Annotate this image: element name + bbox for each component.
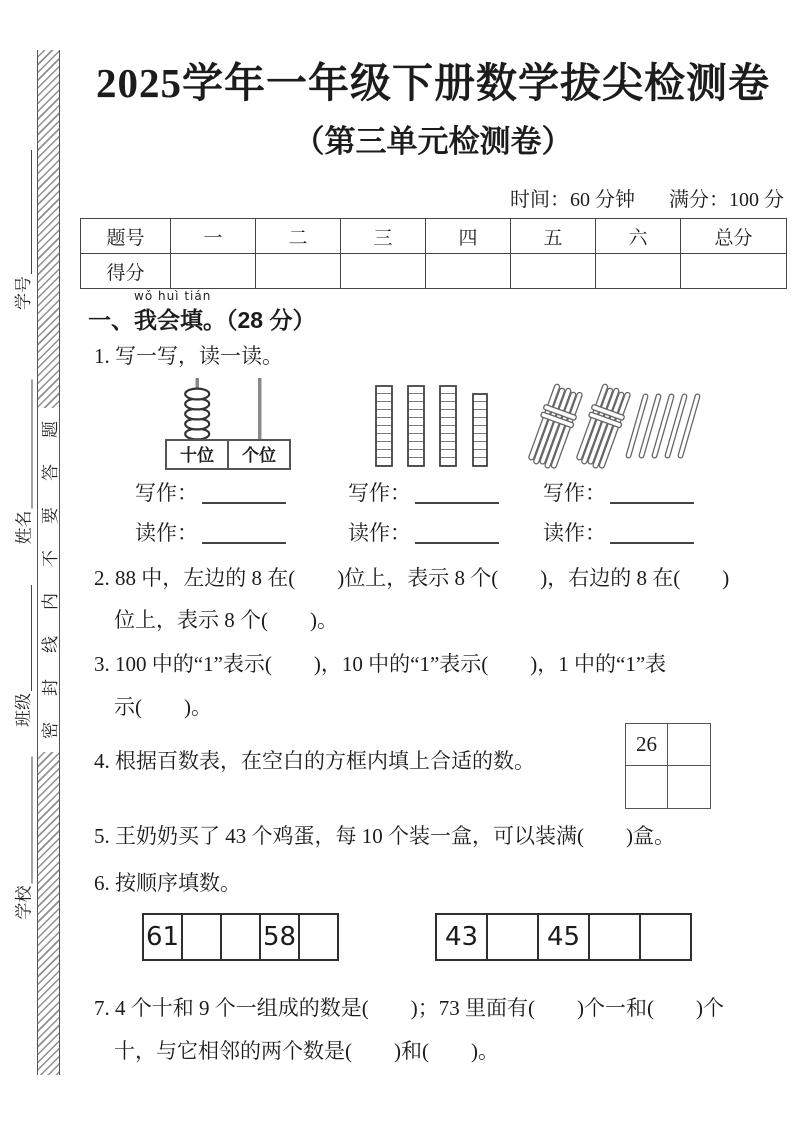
- header-question-number: 题号: [81, 219, 171, 254]
- sequence-cell: 45: [539, 915, 590, 959]
- sequence-cell: 43: [437, 915, 488, 959]
- seal-hatch-bottom: [38, 752, 59, 1075]
- seal-char: 封: [41, 679, 60, 696]
- paper-content: [80, 0, 786, 1122]
- question-5-text: 5. 王奶奶买了 43 个鸡蛋，每 10 个装一盒，可以装满( )盒。: [94, 824, 675, 848]
- class-label: 班级: [14, 693, 33, 727]
- section-1-heading: 一、我会填。（28 分）: [88, 307, 316, 333]
- sequence-cell: [590, 915, 641, 959]
- write-as-field-2: [348, 477, 499, 507]
- seal-char: 答: [41, 464, 60, 481]
- student-number-blank-line: [13, 150, 32, 274]
- question-2-line-2: 位上，表示 8 个( )。: [114, 608, 338, 632]
- header-section-3: 三: [341, 219, 426, 254]
- sequence-cell: 61: [144, 915, 183, 959]
- student-name-blank-line: [14, 380, 33, 509]
- school-field: [9, 757, 35, 920]
- write-as-label: 写作：: [543, 481, 606, 505]
- write-as-label: 写作：: [348, 481, 411, 505]
- score-table-score-row: [81, 254, 787, 289]
- abacus-ones-rod: [258, 378, 262, 440]
- stick-bundle-1: [525, 383, 585, 472]
- student-number-field: [8, 150, 34, 310]
- header-section-1: 一: [171, 219, 256, 254]
- student-name-label: 姓名: [14, 510, 34, 545]
- base-ten-blocks-image: [370, 378, 500, 470]
- answer-blank: [415, 481, 499, 504]
- read-as-label: 读作：: [135, 521, 198, 545]
- sequence-cell: [183, 915, 222, 959]
- score-cell: [341, 254, 426, 289]
- answer-blank: [415, 521, 499, 544]
- grid-cell: [668, 724, 710, 766]
- hundred-chart-fragment: [625, 723, 711, 809]
- score-cell: [171, 254, 256, 289]
- header-section-2: 二: [256, 219, 341, 254]
- answer-blank: [610, 521, 694, 544]
- sequence-cell: [641, 915, 690, 959]
- score-table-header-row: [81, 219, 787, 254]
- answer-blank: [610, 481, 694, 504]
- ones-place-label: 个位: [242, 446, 276, 465]
- write-as-field-3: [543, 477, 694, 507]
- seal-char: 题: [41, 421, 60, 438]
- write-as-label: 写作：: [135, 481, 198, 505]
- page-title: 2025学年一年级下册数学拔尖检测卷: [96, 60, 770, 106]
- answer-blank: [202, 481, 286, 504]
- single-sticks: [626, 394, 701, 459]
- write-as-field-1: [135, 477, 286, 507]
- score-cell: [511, 254, 596, 289]
- question-3-line-1: 3. 100 中的“1”表示( )，10 中的“1”表示( )，1 中的“1”表: [94, 652, 667, 676]
- stick-bundles-image: [525, 378, 703, 473]
- seal-char: 要: [41, 507, 60, 524]
- header-section-4: 四: [426, 219, 511, 254]
- score-cell: [596, 254, 681, 289]
- time-limit: 时间：60 分钟: [510, 189, 635, 211]
- number-sequence-strip-1: [142, 913, 339, 961]
- seal-char: 密: [41, 722, 60, 739]
- read-as-label: 读作：: [543, 521, 606, 545]
- sequence-cell: [300, 915, 337, 959]
- score-row-label: 得分: [81, 254, 171, 289]
- score-table: [80, 218, 787, 289]
- question-1-text: 1. 写一写，读一读。: [94, 344, 283, 368]
- sequence-cell: [222, 915, 261, 959]
- full-score: 满分：100 分: [669, 189, 784, 211]
- score-cell: [681, 254, 787, 289]
- header-total: 总分: [681, 219, 787, 254]
- page-subtitle: （第三单元检测卷）: [293, 124, 573, 159]
- section-heading-pinyin: wǒ huì tián: [134, 289, 212, 303]
- score-cell: [426, 254, 511, 289]
- read-as-field-1: [135, 517, 286, 547]
- read-as-field-2: [348, 517, 499, 547]
- header-section-5: 五: [511, 219, 596, 254]
- grid-cell: [626, 766, 668, 808]
- question-3-line-2: 示( )。: [114, 695, 212, 719]
- school-blank-line: [14, 757, 33, 884]
- question-7-line-2: 十，与它相邻的两个数是( )和( )。: [114, 1039, 499, 1063]
- block-stacks: [376, 386, 487, 466]
- school-label: 学校: [14, 885, 34, 920]
- exam-info-line: [510, 183, 784, 212]
- read-as-field-3: [543, 517, 694, 547]
- question-7-line-1: 7. 4 个十和 9 个一组成的数是( )；73 里面有( )个一和( )个: [94, 996, 724, 1020]
- read-as-label: 读作：: [348, 521, 411, 545]
- seal-char: 内: [41, 593, 60, 610]
- answer-blank: [202, 521, 286, 544]
- seal-hatch-top: [38, 50, 59, 408]
- sequence-cell: 58: [261, 915, 300, 959]
- abacus-tens-beads: [185, 389, 209, 440]
- grid-cell: 26: [626, 724, 668, 766]
- header-section-6: 六: [596, 219, 681, 254]
- seal-char: 线: [41, 636, 60, 653]
- abacus-image: [158, 376, 298, 471]
- number-sequence-strip-2: [435, 913, 692, 961]
- seal-line-strip: [37, 50, 60, 1075]
- student-number-label: 学号: [14, 276, 33, 310]
- grid-cell: [668, 766, 710, 808]
- question-4-text: 4. 根据百数表，在空白的方框内填上合适的数。: [94, 749, 535, 773]
- sequence-cell: [488, 915, 539, 959]
- score-cell: [256, 254, 341, 289]
- question-6-text: 6. 按顺序填数。: [94, 871, 241, 895]
- seal-char: 不: [41, 550, 60, 567]
- question-2-line-1: 2. 88 中，左边的 8 在( )位上，表示 8 个( )，右边的 8 在( ): [94, 566, 730, 590]
- tens-place-label: 十位: [180, 446, 214, 465]
